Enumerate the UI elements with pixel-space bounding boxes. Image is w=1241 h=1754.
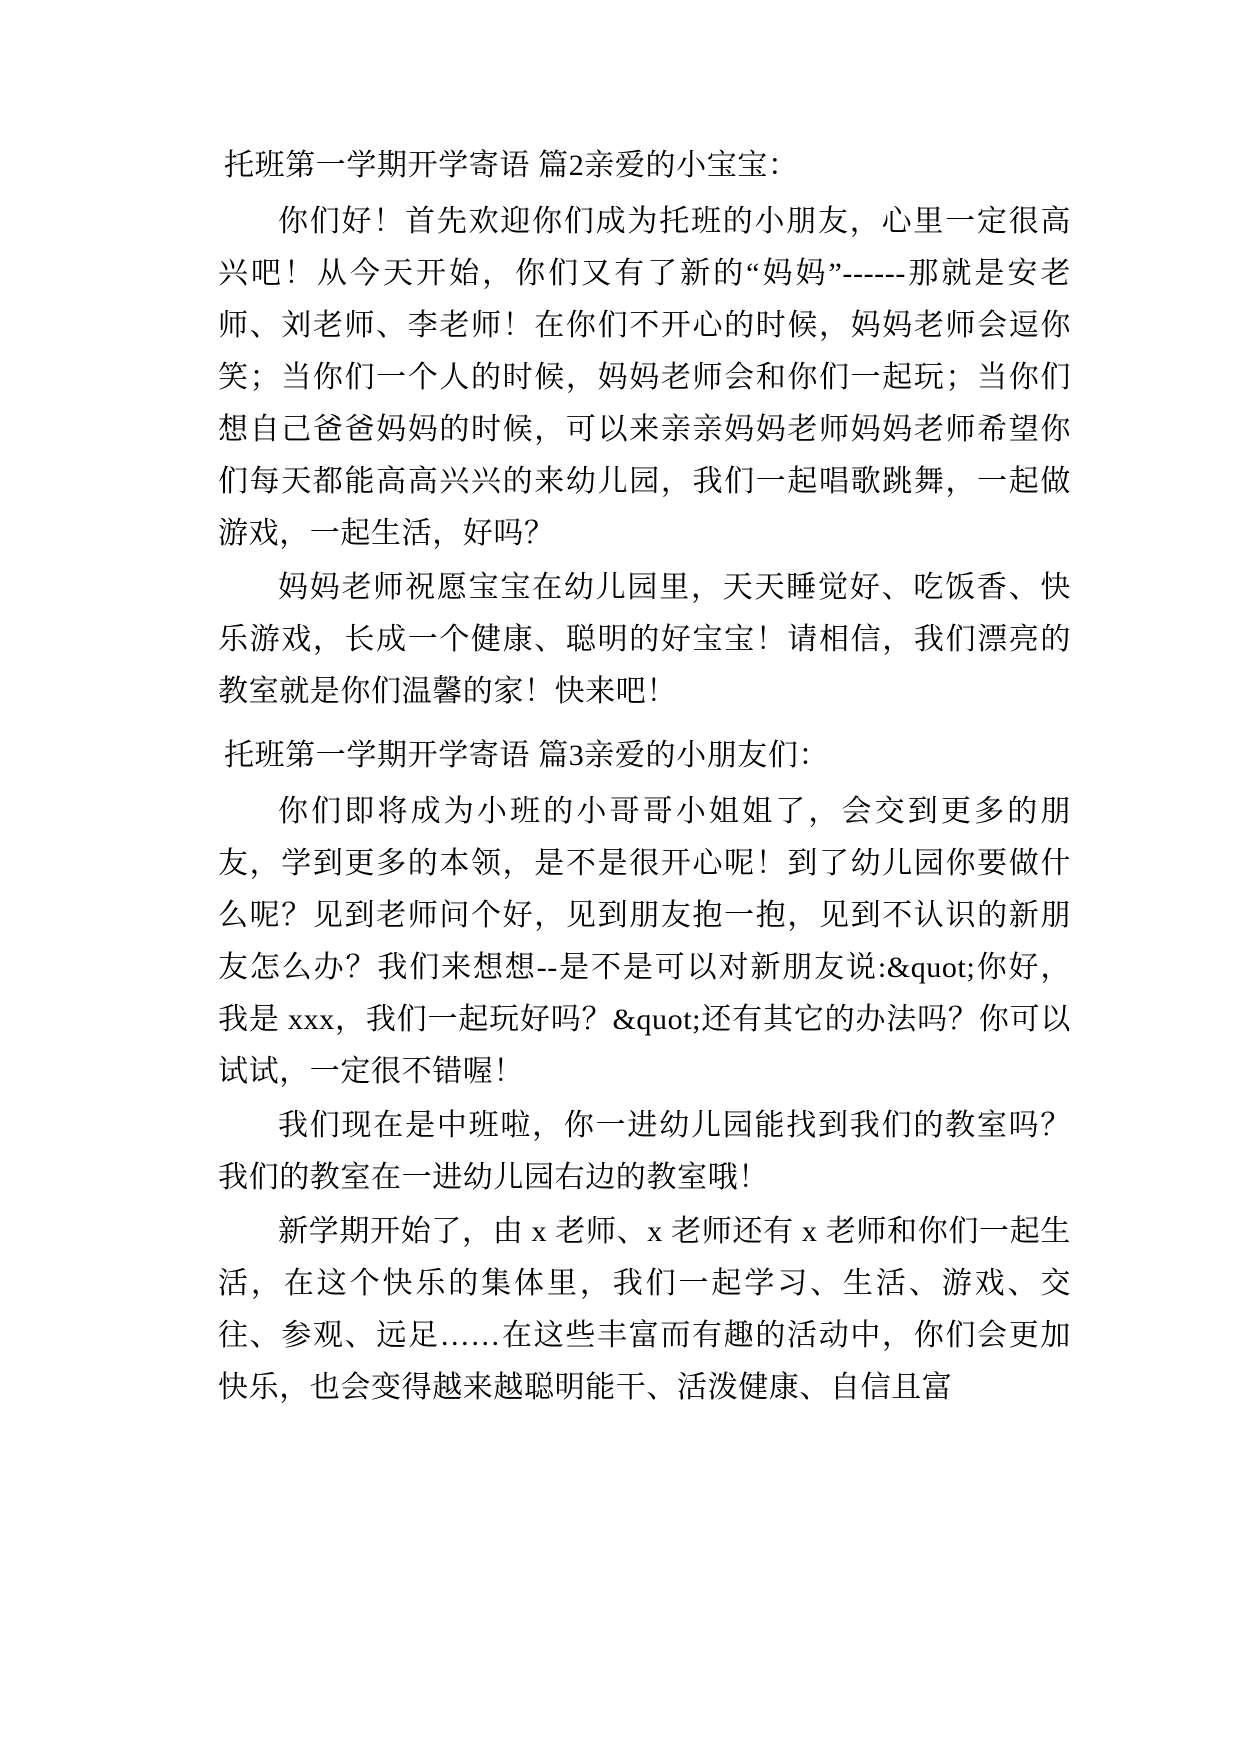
paragraph-piece-2-2: 妈妈老师祝愿宝宝在幼儿园里，天天睡觉好、吃饭香、快乐游戏，长成一个健康、聪明的好宝宝！请相信，我们漂亮的教室就是你们温馨的家！快来吧！ [218,571,1071,708]
document-body [218,140,1071,1414]
section-heading-piece-3: 托班第一学期开学寄语 篇3亲爱的小朋友们： [224,739,830,772]
paragraph-piece-3-3: 新学期开始了，由 x 老师、x 老师还有 x 老师和你们一起生活，在这个快乐的集体里，我们一起学习、生活、游戏、交往、参观、远足……在这些丰富而有趣的活动中，你们会更加快乐，也会变得越来越聪明能干、活泼健康、自信且富 [218,1215,1071,1404]
paragraph-piece-3-2: 我们现在是中班啦，你一进幼儿园能找到我们的教室吗？我们的教室在一进幼儿园右边的教室哦！ [218,1109,1071,1194]
section-spacer [218,720,1071,730]
section-heading-piece-2: 托班第一学期开学寄语 篇2亲爱的小宝宝： [224,149,799,182]
paragraph-piece-2-1: 你们好！首先欢迎你们成为托班的小朋友，心里一定很高兴吧！从今天开始，你们又有了新的“妈妈”------那就是安老师、刘老师、李老师！在你们不开心的时候，妈妈老师会逗你笑；当你们一个人的时候，妈妈老师会和你们一起玩；当你们想自己爸爸妈妈的时候，可以来亲亲妈妈老师妈妈老师希望你们每天都能高高兴兴的来幼儿园，我们一起唱歌跳舞，一起做游戏，一起生活，好吗？ [218,205,1071,550]
paragraph-piece-3-1: 你们即将成为小班的小哥哥小姐姐了，会交到更多的朋友，学到更多的本领，是不是很开心呢！到了幼儿园你要做什么呢？见到老师问个好，见到朋友抱一抱，见到不认识的新朋友怎么办？我们来想想--是不是可以对新朋友说:&quot;你好，我是 xxx，我们一起玩好吗？&quot;还有其它的办法吗？你可以试试，一定很不错喔！ [218,795,1071,1088]
